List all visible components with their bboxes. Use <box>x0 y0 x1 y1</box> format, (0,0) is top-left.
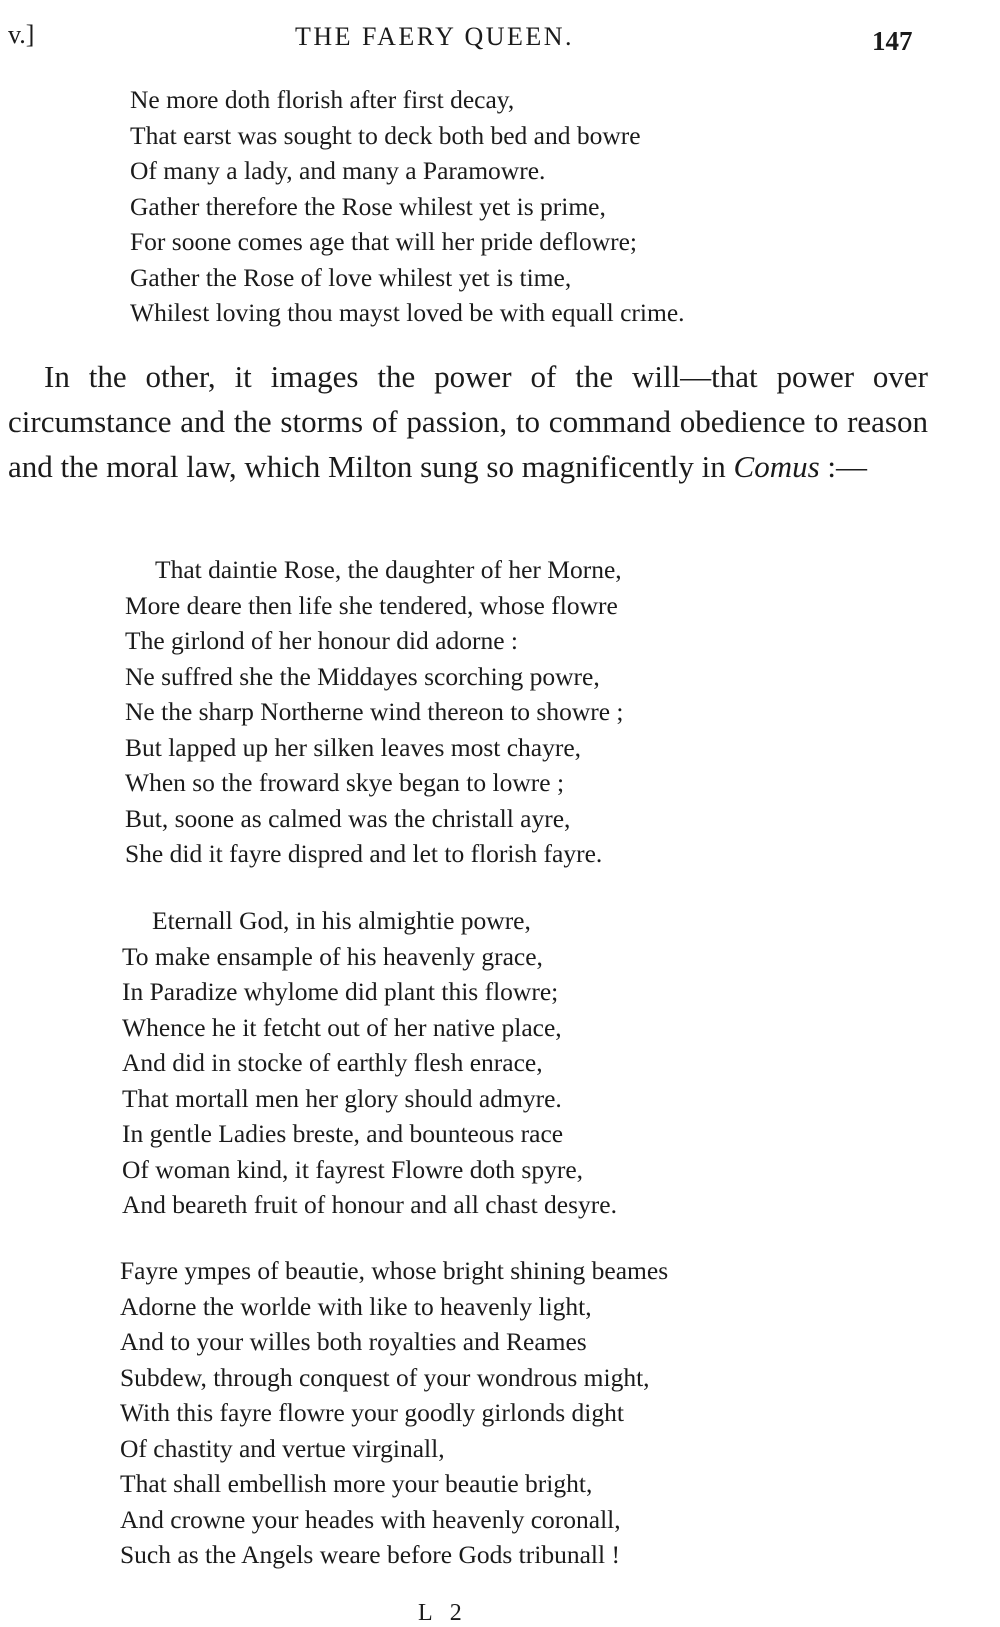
verse-line: Subdew, through conquest of your wondrous might, <box>120 1362 650 1392</box>
stanza-eternall-god <box>122 903 617 1223</box>
chapter-mark: v.] <box>8 20 35 49</box>
verse-line: Gather therefore the Rose whilest yet is prime, <box>130 191 606 221</box>
page-number: 147 <box>872 26 913 56</box>
verse-line: Gather the Rose of love whilest yet is time, <box>130 262 572 292</box>
verse-line: Of chastity and vertue virginall, <box>120 1433 445 1463</box>
prose-tail: :— <box>819 449 868 484</box>
verse-line: She did it fayre dispred and let to florish fayre. <box>125 839 603 868</box>
verse-line: Adorne the worlde with like to heavenly light, <box>120 1291 592 1321</box>
verse-line: To make ensample of his heavenly grace, <box>122 941 543 971</box>
verse-line: That shall embellish more your beautie bright, <box>120 1469 593 1498</box>
stanza-daintie-rose <box>125 552 624 872</box>
verse-line: Whence he it fetcht out of her native place, <box>122 1012 562 1042</box>
verse-line: For soone comes age that will her pride deflowre; <box>130 227 638 256</box>
verse-line: Ne more doth florish after first decay, <box>130 85 515 114</box>
verse-line: That earst was sought to deck both bed and bowre <box>130 120 641 150</box>
verse-line: In Paradize whylome did plant this flowre; <box>122 977 559 1006</box>
verse-line: That daintie Rose, the daughter of her Morne, <box>155 555 622 584</box>
verse-line: That mortall men her glory should admyre. <box>122 1083 562 1113</box>
verse-line: And beareth fruit of honour and all chast desyre. <box>122 1190 617 1219</box>
verse-line: Ne suffred she the Middayes scorching powre, <box>125 661 600 691</box>
running-title: THE FAERY QUEEN. <box>295 22 575 51</box>
prose-paragraph <box>8 354 928 489</box>
verse-line: But lapped up her silken leaves most chayre, <box>125 732 582 762</box>
verse-line: More deare then life she tendered, whose flowre <box>125 590 618 620</box>
verse-line: With this fayre flowre your goodly girlonds dight <box>120 1398 624 1427</box>
verse-line: Ne the sharp Northerne wind thereon to showre ; <box>125 697 624 726</box>
prose-text: In the other, it images the power of the will—that power over circumstance and the storms of passion, to command obedience to reason and the moral law, which Milton sung so magnificently in <box>8 359 928 484</box>
verse-line: And to your willes both royalties and Reames <box>120 1327 587 1356</box>
stanza-rose-of-love <box>130 82 685 331</box>
verse-line: Of many a lady, and many a Paramowre. <box>130 156 546 185</box>
work-title: Comus <box>733 449 820 484</box>
verse-line: But, soone as calmed was the christall ayre, <box>125 803 571 833</box>
signature-mark: L 2 <box>418 1600 468 1626</box>
verse-line: The girlond of her honour did adorne : <box>125 626 519 655</box>
running-header <box>0 20 1000 60</box>
verse-line: Of woman kind, it fayrest Flowre doth spyre, <box>122 1154 584 1184</box>
verse-line: Such as the Angels weare before Gods tribunall ! <box>120 1540 620 1569</box>
verse-line: And did in stocke of earthly flesh enrace, <box>122 1048 543 1077</box>
verse-line: When so the froward skye began to lowre ; <box>125 768 565 797</box>
verse-line: In gentle Ladies breste, and bounteous race <box>122 1119 564 1148</box>
verse-line: And crowne your heades with heavenly coronall, <box>120 1504 621 1534</box>
verse-line: Whilest loving thou mayst loved be with equall crime. <box>130 298 685 327</box>
stanza-fayre-ympes <box>120 1253 668 1573</box>
verse-line: Fayre ympes of beautie, whose bright shining beames <box>120 1256 669 1285</box>
verse-line: Eternall God, in his almightie powre, <box>152 906 531 935</box>
